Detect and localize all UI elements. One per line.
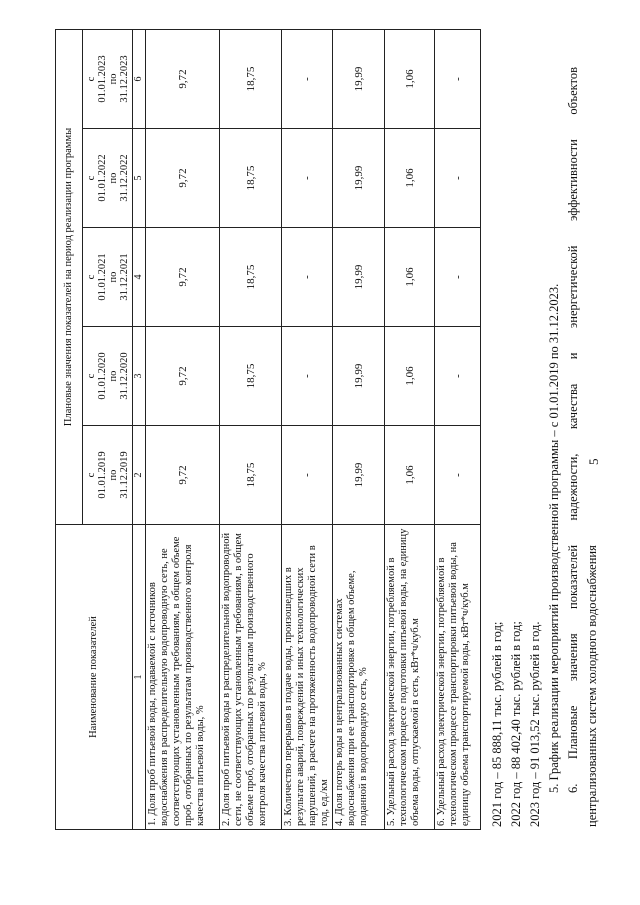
row-value: 1,06	[385, 228, 435, 327]
group-header: Плановые значения показателей на период реализации программы	[56, 29, 83, 524]
period-to: по	[107, 172, 119, 184]
row-value: -	[435, 228, 481, 327]
row-value: -	[435, 29, 481, 128]
row-value: -	[282, 426, 333, 525]
period-start: 01.01.2020	[96, 352, 108, 400]
period-header	[83, 129, 133, 228]
row-name: 2. Доля проб питьевой воды в распределительной водопроводной сети, не соответствующих установленным требованиям, в общем объеме проб, отобранных по результатам производственного контроля качества питьевой воды, %	[220, 525, 282, 830]
row-value: 18,75	[220, 29, 282, 128]
budget-2021: 2021 год – 85 888,11 тыс. рублей в год;	[490, 621, 504, 827]
period-header	[83, 426, 133, 525]
row-value: 19,99	[333, 426, 385, 525]
row-value: -	[435, 426, 481, 525]
col-number: 1	[133, 525, 146, 830]
indicators-table	[55, 29, 481, 830]
row-value: 18,75	[220, 129, 282, 228]
section-6-line-1: 6. Плановые значения показателей надежности, качества и энергетической эффективности объектов	[566, 67, 580, 793]
row-name: 1. Доля проб питьевой воды, подаваемой с источников водоснабжения в распределительную водопроводную сеть, не соответствующих установленным требованиям, в общем объеме проб, отобранных по результатам производственного контроля качества питьевой воды, %	[146, 525, 220, 830]
row-value: 9,72	[146, 327, 220, 426]
period-header	[83, 29, 133, 128]
period-start: 01.01.2022	[96, 154, 108, 202]
col-number: 3	[133, 327, 146, 426]
period-end: 31.12.2020	[118, 352, 130, 400]
row-value: 18,75	[220, 426, 282, 525]
table-row	[333, 29, 385, 829]
col-number: 5	[133, 129, 146, 228]
period-from: с	[85, 175, 97, 181]
row-value: -	[282, 129, 333, 228]
page-number: 5	[586, 458, 601, 465]
period-from: с	[85, 472, 97, 478]
budget-2022: 2022 год – 88 402,40 тыс. рублей в год;	[509, 621, 523, 827]
section-6-line-2: централизованных систем холодного водоснабжения	[585, 545, 599, 827]
period-start: 01.01.2021	[96, 253, 108, 301]
row-name: 4. Доля потерь воды в централизованных системах водоснабжения при ее транспортировке в общем объеме, поданной в водопроводную сеть, %	[333, 525, 385, 830]
row-value: 18,75	[220, 228, 282, 327]
period-end: 31.12.2019	[118, 451, 130, 499]
col-number: 2	[133, 426, 146, 525]
name-header: Наименование показателей	[56, 525, 133, 830]
row-value: 18,75	[220, 327, 282, 426]
period-to: по	[107, 469, 119, 481]
row-value: 19,99	[333, 228, 385, 327]
period-from: с	[85, 373, 97, 379]
table-row	[435, 29, 481, 829]
row-value: 1,06	[385, 29, 435, 128]
row-value: 9,72	[146, 29, 220, 128]
period-header	[83, 228, 133, 327]
row-name: 5. Удельный расход электрической энергии, потребляемой в технологическом процессе подготовки питьевой воды, на единицу объема воды, отпускаемой в сеть, кВт*ч/куб.м	[385, 525, 435, 830]
row-value: 19,99	[333, 29, 385, 128]
period-start: 01.01.2023	[96, 55, 108, 103]
row-value: 9,72	[146, 426, 220, 525]
row-value: -	[282, 29, 333, 128]
col-number: 4	[133, 228, 146, 327]
row-value: 19,99	[333, 129, 385, 228]
section-5: 5. График реализации мероприятий производственной программы – с 01.01.2019 по 31.12.2023.	[547, 283, 561, 793]
row-value: 19,99	[333, 327, 385, 426]
table-row	[220, 29, 282, 829]
period-to: по	[107, 370, 119, 382]
row-value: 1,06	[385, 129, 435, 228]
period-end: 31.12.2021	[118, 253, 130, 301]
row-value: 9,72	[146, 228, 220, 327]
period-end: 31.12.2023	[118, 55, 130, 103]
row-name: 3. Количество перерывов в подаче воды, произошедших в результате аварий, повреждений и иных технологических нарушений, в расчете на протяженность водопроводной сети в год, ед./км	[282, 525, 333, 830]
period-end: 31.12.2022	[118, 154, 130, 202]
row-value: -	[282, 228, 333, 327]
period-from: с	[85, 76, 97, 82]
table-row	[146, 29, 220, 829]
table-row	[385, 29, 435, 829]
row-value: -	[435, 327, 481, 426]
period-to: по	[107, 271, 119, 283]
table-row	[282, 29, 333, 829]
budget-2023: 2023 год – 91 013,52 тыс. рублей в год.	[528, 621, 542, 827]
period-from: с	[85, 274, 97, 280]
row-name: 6. Удельный расход электрической энергии, потребляемой в технологическом процессе транспортировки питьевой воды, на единицу объема транспортируемой воды, кВт*ч/куб.м	[435, 525, 481, 830]
period-header	[83, 327, 133, 426]
period-to: по	[107, 73, 119, 85]
period-start: 01.01.2019	[96, 451, 108, 499]
row-value: -	[282, 327, 333, 426]
row-value: -	[435, 129, 481, 228]
col-number: 6	[133, 29, 146, 128]
row-value: 1,06	[385, 327, 435, 426]
intro-text	[488, 67, 602, 827]
row-value: 9,72	[146, 129, 220, 228]
row-value: 1,06	[385, 426, 435, 525]
